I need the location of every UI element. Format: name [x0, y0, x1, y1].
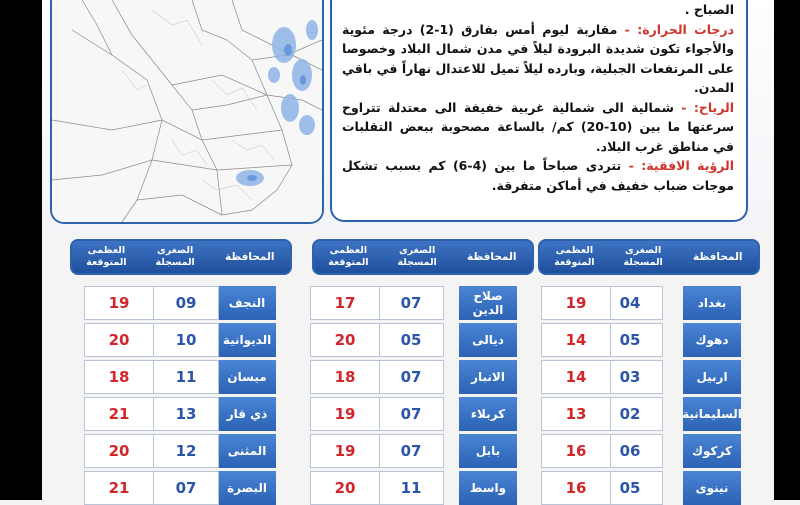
max-temp-cell: 16: [541, 471, 611, 505]
province-cell: الانبار: [459, 360, 517, 394]
table-header-group-3: [70, 239, 292, 275]
max-temp-cell: 18: [310, 360, 380, 394]
max-temp-cell: 19: [310, 397, 380, 431]
iraq-map-graphic: [52, 0, 322, 222]
header-max-line: العظمى: [329, 245, 368, 256]
max-temp-cell: 14: [541, 360, 611, 394]
header-min-line: المسجلة: [155, 257, 195, 268]
min-temp-cell: 03: [597, 360, 663, 394]
max-temp-cell: 19: [84, 286, 154, 320]
province-cell: اربيل: [683, 360, 741, 394]
max-temp-cell: 20: [310, 323, 380, 357]
temperature-text: مقاربة ليوم أمس بفارق (1-2) درجة مئوية والأجواء تكون شديدة البرودة ليلاً في مدن شمال البلاد وخصوصا على المرتفعات الجبلية، وبارده ليلاً تميل للاعتدال نهاراً في باقي المدن.: [342, 21, 734, 95]
header-province: [209, 251, 290, 263]
wind-text: شمالية الى شمالية غربية خفيفة الى معتدلة تتراوح سرعتها ما بين (10-20) كم/ بالساعة مصحوبة ببعض التقلبات في مناطق غرب البلاد.: [342, 99, 735, 154]
min-temp-cell: 05: [378, 323, 444, 357]
left-border: [0, 0, 42, 500]
max-temp-cell: 18: [84, 360, 154, 394]
max-temp-cell: 17: [310, 286, 380, 320]
min-temp-cell: 12: [153, 434, 219, 468]
forecast-map: [50, 0, 324, 224]
header-max-line: المتوقعة: [554, 257, 595, 268]
header-max-line: المتوقعة: [86, 257, 127, 268]
province-cell: صلاح الدين: [459, 286, 517, 320]
visibility-paragraph: [342, 156, 734, 195]
min-temp-cell: 07: [153, 471, 219, 505]
province-cell: البصرة: [218, 471, 276, 505]
min-temp-cell: 09: [153, 286, 219, 320]
min-temp-cell: 02: [597, 397, 663, 431]
max-temp-cell: 13: [541, 397, 611, 431]
header-min: [383, 245, 452, 269]
province-cell: كركوك: [683, 434, 741, 468]
max-temp-cell: 14: [541, 323, 611, 357]
header-max-line: المتوقعة: [328, 257, 369, 268]
max-temp-cell: 19: [541, 286, 611, 320]
min-temp-cell: 06: [597, 434, 663, 468]
header-min-line: الصغرى: [157, 245, 194, 256]
header-max-line: العظمى: [87, 245, 126, 256]
province-cell: بابل: [459, 434, 517, 468]
header-min-line: الصغرى: [625, 245, 662, 256]
province-cell: دهوك: [683, 323, 741, 357]
header-min: [609, 245, 678, 269]
max-temp-cell: 20: [310, 471, 380, 505]
max-temp-cell: 19: [310, 434, 380, 468]
province-cell: السليمانية: [683, 397, 741, 431]
min-temp-cell: 05: [597, 323, 663, 357]
max-temp-cell: 20: [84, 434, 154, 468]
header-min: [141, 245, 210, 269]
header-max: [314, 245, 383, 269]
max-temp-cell: 21: [84, 397, 154, 431]
header-province-line: المحافظة: [466, 251, 517, 263]
min-temp-cell: 07: [378, 360, 444, 394]
province-cell: النجف: [218, 286, 276, 320]
province-cell: كربلاء: [459, 397, 517, 431]
min-temp-cell: 10: [153, 323, 219, 357]
min-temp-cell: 07: [378, 286, 444, 320]
province-cell: نينوى: [683, 471, 741, 505]
province-cell: ميسان: [218, 360, 276, 394]
table-header-group-2: [312, 239, 534, 275]
header-max-line: العظمى: [555, 245, 594, 256]
min-temp-cell: 07: [378, 434, 444, 468]
max-temp-cell: 21: [84, 471, 154, 505]
header-province-line: المحافظة: [224, 251, 275, 263]
header-min-line: المسجلة: [623, 257, 663, 268]
province-cell: ديالى: [459, 323, 517, 357]
temperature-label: درجات الحرارة: -: [624, 21, 735, 37]
max-temp-cell: 16: [541, 434, 611, 468]
min-temp-cell: 11: [378, 471, 444, 505]
province-cell: الديوانية: [218, 323, 276, 357]
wind-label: الرياح: -: [681, 99, 734, 115]
header-province: [451, 251, 532, 263]
right-border: [774, 0, 800, 500]
header-min-line: الصغرى: [399, 245, 436, 256]
min-temp-cell: 07: [378, 397, 444, 431]
temperature-paragraph: [342, 20, 734, 98]
max-temp-cell: 20: [84, 323, 154, 357]
province-cell: بغداد: [683, 286, 741, 320]
table-header-group-1: [538, 239, 760, 275]
min-temp-cell: 05: [597, 471, 663, 505]
header-max: [72, 245, 141, 269]
header-min-line: المسجلة: [397, 257, 437, 268]
min-temp-cell: 13: [153, 397, 219, 431]
header-province: [677, 251, 758, 263]
forecast-text-panel: [330, 0, 748, 222]
province-cell: ذي قار: [218, 397, 276, 431]
min-temp-cell: 11: [153, 360, 219, 394]
province-cell: المثنى: [218, 434, 276, 468]
wind-paragraph: [342, 98, 734, 157]
min-temp-cell: 04: [597, 286, 663, 320]
header-province-line: المحافظة: [692, 251, 743, 263]
visibility-text: تتردى صباحاً ما بين (4-6) كم بسبب تشكل موجات ضباب خفيف في أماكن متفرقة.: [342, 158, 734, 193]
province-cell: واسط: [459, 471, 517, 505]
header-max: [540, 245, 609, 269]
visibility-label: الرؤية الافقية: -: [628, 158, 734, 173]
intro-line: الصباح .: [684, 2, 734, 17]
